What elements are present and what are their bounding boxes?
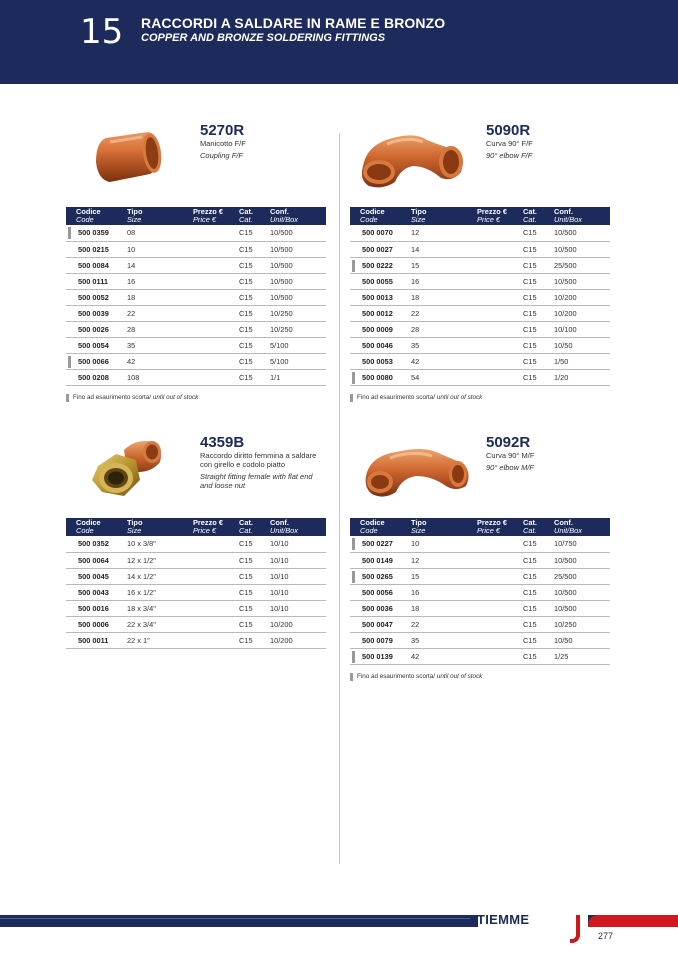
cell-price (474, 241, 520, 257)
description-en: Straight fitting female with flat end and loose nut (200, 472, 313, 490)
cell-price (190, 632, 236, 648)
cell-box: 10/10 (267, 568, 326, 584)
cell-code: 500 0227 (350, 536, 408, 552)
cell-size: 10 x 3/8" (124, 536, 190, 552)
description-it: Curva 90° M/F (486, 451, 535, 460)
cell-box: 25/500 (551, 257, 610, 273)
cell-code: 500 0359 (66, 225, 124, 241)
cell-code: 500 0053 (350, 353, 408, 369)
cell-price (474, 616, 520, 632)
cell-price (474, 369, 520, 385)
cell-cat: C15 (520, 552, 551, 568)
cell-code: 500 0012 (350, 305, 408, 321)
cell-cat: C15 (520, 241, 551, 257)
description-en: Coupling F/F (200, 151, 243, 160)
cell-box: 25/500 (551, 568, 610, 584)
cell-price (474, 321, 520, 337)
cell-size: 28 (408, 321, 474, 337)
cell-box: 10/500 (267, 257, 326, 273)
description-it: Manicotto F/F (200, 139, 246, 148)
column-size: Tipo Size (124, 518, 190, 536)
cell-code: 500 0016 (66, 600, 124, 616)
cell-cat: C15 (236, 632, 267, 648)
cell-size: 35 (408, 632, 474, 648)
column-divider (339, 133, 340, 864)
table-row (66, 584, 326, 600)
cell-code: 500 0149 (350, 552, 408, 568)
cell-cat: C15 (520, 600, 551, 616)
cell-box: 10/10 (267, 536, 326, 552)
table-row (350, 257, 610, 273)
cell-box: 10/10 (267, 584, 326, 600)
product-code-5090r: 5090R (486, 122, 531, 139)
cell-box: 10/500 (551, 552, 610, 568)
table-row (66, 337, 326, 353)
cell-cat: C15 (236, 536, 267, 552)
table-row (66, 600, 326, 616)
table-row (66, 241, 326, 257)
cell-price (474, 353, 520, 369)
cell-box: 10/500 (551, 600, 610, 616)
cell-code: 500 0070 (350, 225, 408, 241)
cell-size: 22 (408, 616, 474, 632)
cell-box: 10/500 (267, 241, 326, 257)
table-row (350, 568, 610, 584)
product-table-4359b (66, 518, 326, 649)
cell-size: 42 (408, 648, 474, 664)
table-row (66, 552, 326, 568)
table-row (350, 600, 610, 616)
cell-size: 18 (408, 289, 474, 305)
cell-code: 500 0011 (66, 632, 124, 648)
table-row (66, 536, 326, 552)
cell-code: 500 0052 (66, 289, 124, 305)
table-row (350, 305, 610, 321)
cell-price (474, 257, 520, 273)
cell-cat: C15 (236, 353, 267, 369)
table-row (350, 552, 610, 568)
cell-box: 10/10 (267, 600, 326, 616)
cell-box: 10/250 (551, 616, 610, 632)
cell-size: 108 (124, 369, 190, 385)
cell-code: 500 0039 (66, 305, 124, 321)
table-header (66, 207, 326, 225)
cell-cat: C15 (520, 305, 551, 321)
table-row (66, 568, 326, 584)
product-code-5270r: 5270R (200, 122, 245, 139)
cell-size: 18 (124, 289, 190, 305)
table-row (350, 536, 610, 552)
cell-box: 10/500 (551, 225, 610, 241)
table-row (350, 225, 610, 241)
column-cat: Cat. Cat. (236, 518, 267, 536)
cell-code: 500 0222 (350, 257, 408, 273)
table-row (350, 632, 610, 648)
cell-code: 500 0027 (350, 241, 408, 257)
cell-box: 10/250 (267, 321, 326, 337)
table-row (66, 632, 326, 648)
column-code: Codice Code (66, 518, 124, 536)
table-row (350, 369, 610, 385)
product-code-4359b: 4359B (200, 434, 245, 451)
cell-code: 500 0013 (350, 289, 408, 305)
column-size: Tipo Size (124, 207, 190, 225)
cell-box: 10/50 (551, 337, 610, 353)
cell-price (474, 273, 520, 289)
product-code-5092r: 5092R (486, 434, 531, 451)
cell-cat: C15 (236, 568, 267, 584)
cell-size: 22 x 1" (124, 632, 190, 648)
stock-note: Fino ad esaurimento scorta/ until out of stock (350, 394, 482, 401)
cell-price (190, 568, 236, 584)
product-description (200, 451, 318, 490)
cell-box: 10/500 (551, 241, 610, 257)
table-row (350, 584, 610, 600)
column-box: Conf. Unit/Box (551, 207, 610, 225)
cell-cat: C15 (236, 584, 267, 600)
cell-cat: C15 (236, 552, 267, 568)
cell-box: 10/500 (551, 273, 610, 289)
cell-size: 12 (408, 225, 474, 241)
cell-code: 500 0066 (66, 353, 124, 369)
cell-size: 14 x 1/2" (124, 568, 190, 584)
brand-logo: TIEMME (477, 912, 530, 927)
cell-box: 10/500 (267, 225, 326, 241)
cell-code: 500 0046 (350, 337, 408, 353)
elbow-mf-image (362, 442, 472, 504)
column-price: Prezzo € Price € (190, 207, 236, 225)
cell-box: 10/200 (267, 616, 326, 632)
cell-box: 10/200 (551, 289, 610, 305)
cell-size: 16 (408, 584, 474, 600)
cell-code: 500 0047 (350, 616, 408, 632)
cell-box: 10/500 (267, 273, 326, 289)
cell-code: 500 0006 (66, 616, 124, 632)
table-row (350, 289, 610, 305)
cell-price (190, 353, 236, 369)
cell-box: 10/200 (551, 305, 610, 321)
cell-size: 10 (408, 536, 474, 552)
cell-box: 5/100 (267, 337, 326, 353)
product-description (200, 139, 320, 160)
cell-size: 14 (408, 241, 474, 257)
cell-size: 35 (124, 337, 190, 353)
cell-cat: C15 (520, 584, 551, 600)
description-it: Curva 90° F/F (486, 139, 533, 148)
cell-cat: C15 (520, 289, 551, 305)
stock-note: Fino ad esaurimento scorta/ until out of stock (350, 673, 482, 680)
cell-size: 08 (124, 225, 190, 241)
cell-cat: C15 (520, 337, 551, 353)
cell-cat: C15 (236, 241, 267, 257)
table-row (66, 289, 326, 305)
table-row (350, 337, 610, 353)
chapter-subtitle: COPPER AND BRONZE SOLDERING FITTINGS (141, 32, 386, 44)
column-price: Prezzo € Price € (190, 518, 236, 536)
cell-price (190, 337, 236, 353)
cell-box: 1/25 (551, 648, 610, 664)
cell-box: 10/750 (551, 536, 610, 552)
description-en: 90° elbow F/F (486, 151, 533, 160)
page-number: 277 (598, 931, 614, 941)
table-row (350, 353, 610, 369)
cell-size: 12 (408, 552, 474, 568)
table-row (350, 648, 610, 664)
cell-size: 10 (124, 241, 190, 257)
cell-cat: C15 (236, 616, 267, 632)
cell-box: 10/500 (551, 584, 610, 600)
cell-code: 500 0208 (66, 369, 124, 385)
cell-price (474, 632, 520, 648)
product-description (486, 451, 606, 472)
cell-price (190, 584, 236, 600)
cell-code: 500 0064 (66, 552, 124, 568)
column-cat: Cat. Cat. (520, 518, 551, 536)
cell-code: 500 0043 (66, 584, 124, 600)
product-table-5092r (350, 518, 610, 665)
table-row (66, 305, 326, 321)
straight-fitting-image (88, 436, 168, 510)
cell-cat: C15 (236, 321, 267, 337)
cell-price (190, 600, 236, 616)
cell-price (190, 241, 236, 257)
coupling-image (92, 128, 166, 186)
cell-code: 500 0352 (66, 536, 124, 552)
cell-price (190, 305, 236, 321)
cell-price (474, 536, 520, 552)
table-row (66, 225, 326, 241)
cell-price (190, 369, 236, 385)
chapter-header (0, 0, 678, 84)
cell-size: 54 (408, 369, 474, 385)
column-code: Codice Code (66, 207, 124, 225)
cell-cat: C15 (520, 568, 551, 584)
cell-code: 500 0139 (350, 648, 408, 664)
column-cat: Cat. Cat. (236, 207, 267, 225)
cell-size: 15 (408, 568, 474, 584)
cell-cat: C15 (520, 632, 551, 648)
cell-price (190, 616, 236, 632)
table-row (66, 353, 326, 369)
cell-box: 1/20 (551, 369, 610, 385)
cell-size: 42 (124, 353, 190, 369)
cell-size: 16 (408, 273, 474, 289)
column-cat: Cat. Cat. (520, 207, 551, 225)
cell-cat: C15 (236, 289, 267, 305)
column-price: Prezzo € Price € (474, 518, 520, 536)
footer-accent (588, 915, 678, 927)
cell-price (474, 289, 520, 305)
table-row (66, 273, 326, 289)
description-en: 90° elbow M/F (486, 463, 535, 472)
cell-price (190, 273, 236, 289)
cell-code: 500 0265 (350, 568, 408, 584)
table-header (66, 518, 326, 536)
brand-logo-mark (570, 915, 580, 943)
cell-code: 500 0036 (350, 600, 408, 616)
cell-price (190, 289, 236, 305)
cell-cat: C15 (520, 353, 551, 369)
cell-size: 16 x 1/2" (124, 584, 190, 600)
cell-price (474, 305, 520, 321)
table-header (350, 207, 610, 225)
cell-size: 28 (124, 321, 190, 337)
cell-size: 35 (408, 337, 474, 353)
cell-cat: C15 (236, 225, 267, 241)
cell-cat: C15 (236, 273, 267, 289)
cell-cat: C15 (520, 648, 551, 664)
cell-size: 16 (124, 273, 190, 289)
column-box: Conf. Unit/Box (551, 518, 610, 536)
table-row (66, 321, 326, 337)
column-code: Codice Code (350, 518, 408, 536)
cell-code: 500 0080 (350, 369, 408, 385)
product-table-5270r (66, 207, 326, 386)
cell-code: 500 0026 (66, 321, 124, 337)
cell-price (474, 337, 520, 353)
cell-size: 22 (408, 305, 474, 321)
cell-size: 22 (124, 305, 190, 321)
table-row (350, 616, 610, 632)
cell-code: 500 0084 (66, 257, 124, 273)
cell-cat: C15 (520, 536, 551, 552)
cell-cat: C15 (236, 305, 267, 321)
cell-box: 10/50 (551, 632, 610, 648)
description-it: Raccordo diritto femmina a saldare con girello e codolo piatto (200, 451, 317, 469)
table-row (66, 616, 326, 632)
cell-cat: C15 (520, 369, 551, 385)
cell-price (190, 321, 236, 337)
table-row (350, 321, 610, 337)
chapter-number: 15 (80, 12, 124, 52)
cell-box: 10/10 (267, 552, 326, 568)
cell-box: 10/500 (267, 289, 326, 305)
stock-note: Fino ad esaurimento scorta/ until out of stock (66, 394, 198, 401)
cell-code: 500 0215 (66, 241, 124, 257)
cell-price (474, 600, 520, 616)
cell-size: 22 x 3/4" (124, 616, 190, 632)
cell-box: 10/200 (267, 632, 326, 648)
cell-cat: C15 (520, 225, 551, 241)
cell-cat: C15 (520, 616, 551, 632)
cell-box: 1/1 (267, 369, 326, 385)
cell-cat: C15 (520, 321, 551, 337)
column-price: Prezzo € Price € (474, 207, 520, 225)
cell-price (474, 584, 520, 600)
cell-cat: C15 (236, 337, 267, 353)
column-box: Conf. Unit/Box (267, 518, 326, 536)
table-row (66, 257, 326, 273)
cell-code: 500 0079 (350, 632, 408, 648)
cell-code: 500 0111 (66, 273, 124, 289)
chapter-title: RACCORDI A SALDARE IN RAME E BRONZO (141, 15, 446, 31)
cell-code: 500 0009 (350, 321, 408, 337)
cell-size: 42 (408, 353, 474, 369)
cell-price (190, 225, 236, 241)
cell-cat: C15 (236, 369, 267, 385)
table-row (350, 241, 610, 257)
cell-price (190, 257, 236, 273)
cell-box: 10/100 (551, 321, 610, 337)
table-header (350, 518, 610, 536)
cell-code: 500 0056 (350, 584, 408, 600)
cell-price (474, 552, 520, 568)
cell-cat: C15 (236, 257, 267, 273)
cell-price (474, 225, 520, 241)
cell-price (190, 552, 236, 568)
cell-box: 10/250 (267, 305, 326, 321)
cell-box: 1/50 (551, 353, 610, 369)
cell-code: 500 0054 (66, 337, 124, 353)
product-table-5090r (350, 207, 610, 386)
product-description (486, 139, 606, 160)
cell-price (474, 648, 520, 664)
cell-cat: C15 (520, 273, 551, 289)
cell-cat: C15 (520, 257, 551, 273)
cell-price (474, 568, 520, 584)
elbow-ff-image (357, 126, 467, 196)
column-size: Tipo Size (408, 207, 474, 225)
cell-size: 12 x 1/2" (124, 552, 190, 568)
table-row (66, 369, 326, 385)
table-row (350, 273, 610, 289)
column-box: Conf. Unit/Box (267, 207, 326, 225)
cell-box: 5/100 (267, 353, 326, 369)
cell-cat: C15 (236, 600, 267, 616)
cell-size: 18 x 3/4" (124, 600, 190, 616)
column-size: Tipo Size (408, 518, 474, 536)
cell-code: 500 0045 (66, 568, 124, 584)
cell-size: 14 (124, 257, 190, 273)
cell-size: 15 (408, 257, 474, 273)
cell-price (190, 536, 236, 552)
cell-size: 18 (408, 600, 474, 616)
cell-code: 500 0055 (350, 273, 408, 289)
column-code: Codice Code (350, 207, 408, 225)
